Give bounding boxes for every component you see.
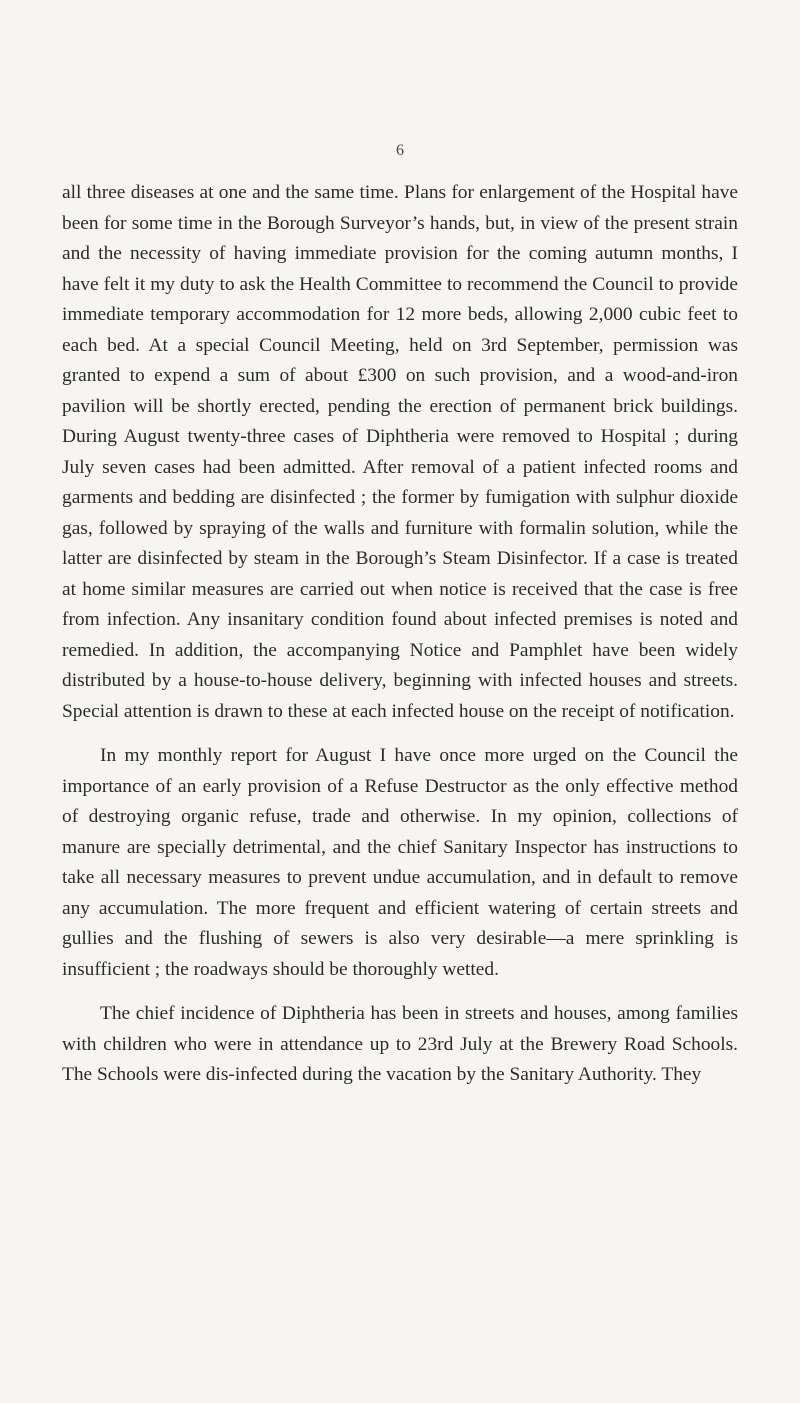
paragraph-2: In my monthly report for August I have once more urged on the Council the importance of an early provision of a Refuse Destructor as the only effective method of destroying organic refuse, trade and otherwise. In my opinion, collections of manure are specially detrimental, and the chief Sanitary Inspector has instructions to take all necessary measures to prevent undue accumulation, and in default to remove any accumulation. The more frequent and efficient watering of certain streets and gullies and the flushing of sewers is also very desirable—a mere sprinkling is insufficient ; the roadways should be thoroughly wetted. [62, 745, 738, 980]
page-number: 6 [396, 142, 404, 159]
paragraph-1: all three diseases at one and the same time. Plans for enlargement of the Hospital have been for some time in the Borough Surveyor’s hands, but, in view of the present strain and the necessity of having immediate provision for the coming autumn months, I have felt it my duty to ask the Health Committee to recommend the Council to provide immediate temporary accommodation for 12 more beds, allowing 2,000 cubic feet to each bed. At a special Council Meeting, held on 3rd September, permission was granted to expend a sum of about £300 on such provision, and a wood-and-iron pavilion will be shortly erected, pending the erection of permanent brick buildings. During August twenty-three cases of Diphtheria were removed to Hospital ; during July seven cases had been admitted. After removal of a patient infected rooms and garments and bedding are disinfected ; the former by fumigation with sulphur dioxide gas, followed by spraying of the walls and furniture with formalin solution, while the latter are disinfected by steam in the Borough’s Steam Disinfector. If a case is treated at home similar measures are carried out when notice is received that the case is free from infection. Any insanitary condition found about infected premises is noted and remedied. In addition, the accompanying Notice and Pamphlet have been widely distributed by a house-to-house delivery, beginning with infected houses and streets. Special attention is drawn to these at each infected house on the receipt of notification. [62, 182, 738, 722]
body-text [62, 178, 738, 1091]
paragraph-3: The chief incidence of Diphtheria has been in streets and houses, among families with children who were in attendance up to 23rd July at the Brewery Road Schools. The Schools were dis-infected during the vacation by the Sanitary Authority. They [62, 1003, 738, 1085]
